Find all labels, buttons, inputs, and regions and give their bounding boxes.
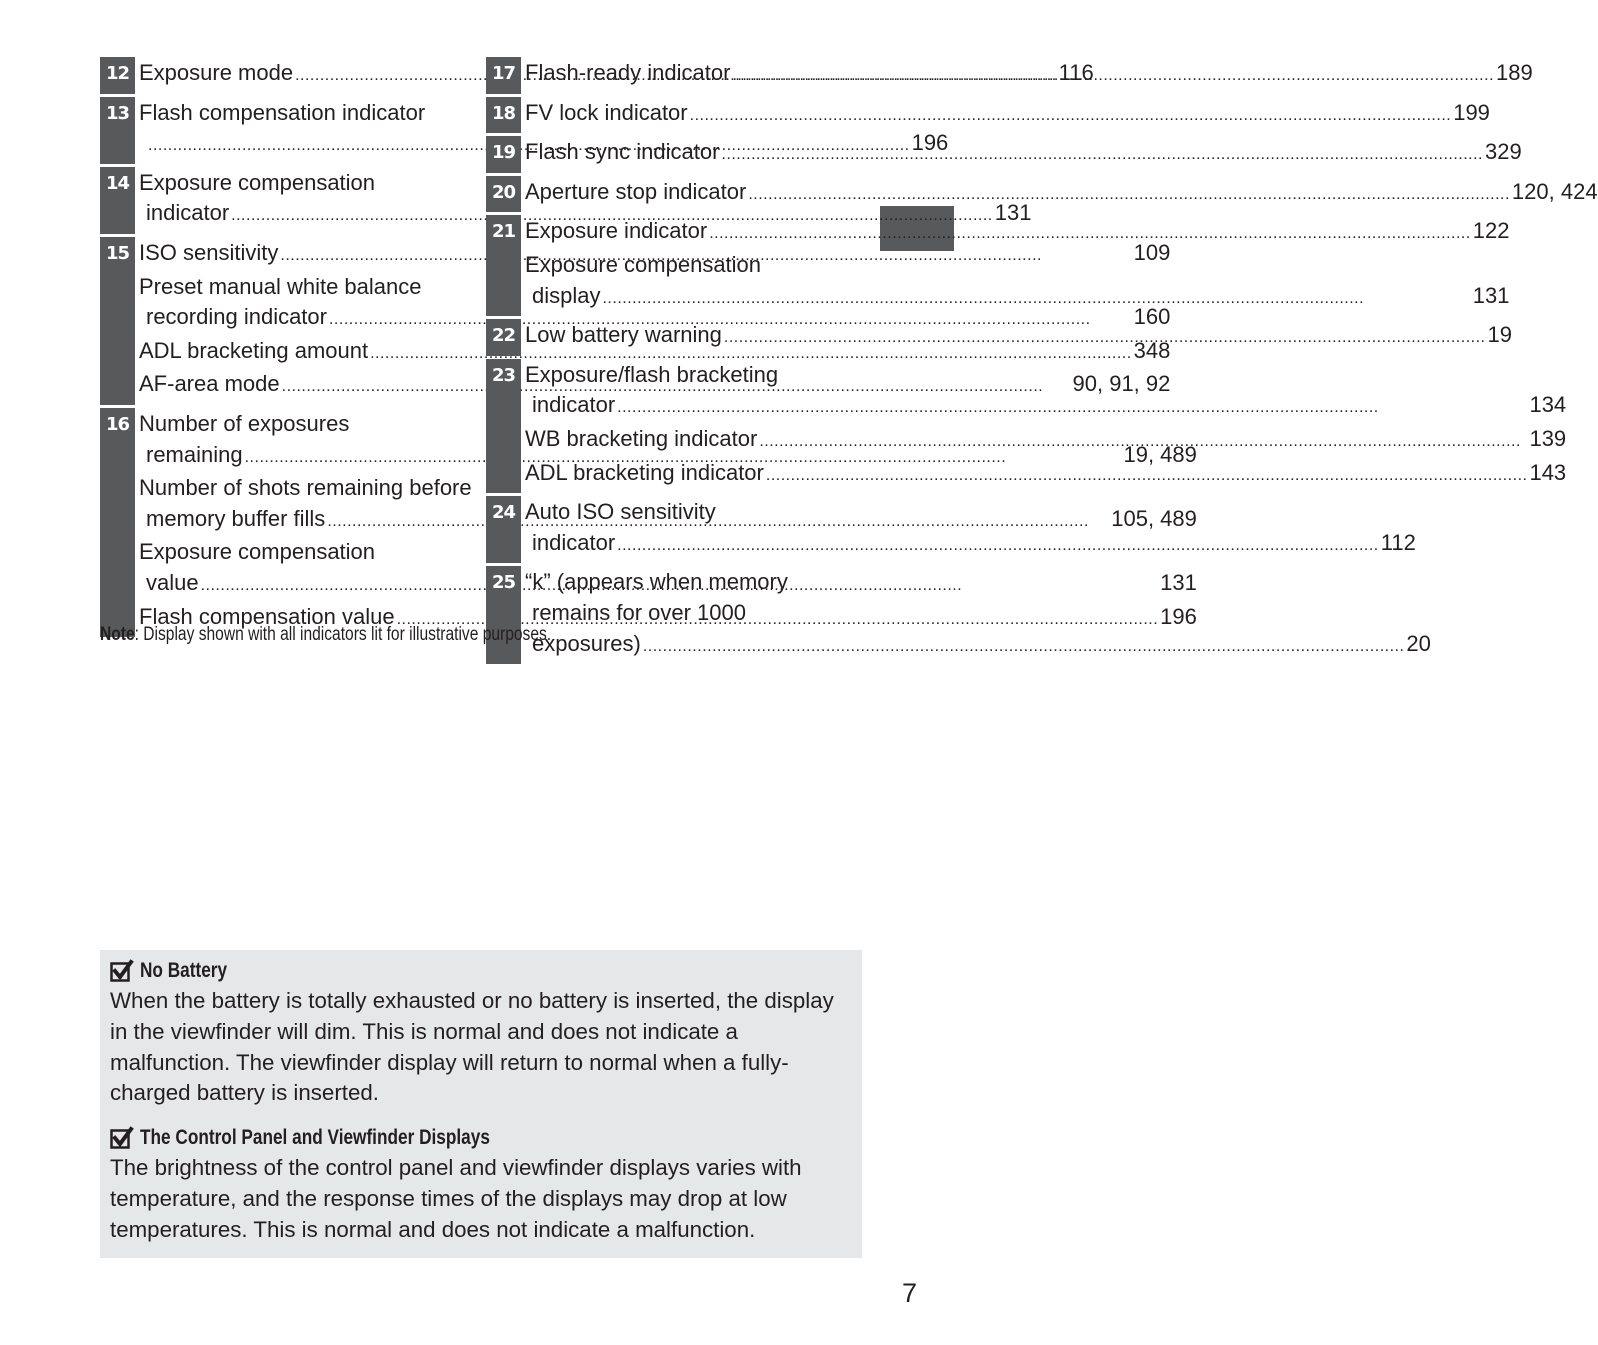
- page-reference: 160: [1133, 304, 1171, 330]
- legend-label: ADL bracketing amount: [139, 337, 369, 363]
- page-reference: 120, 424: [1511, 178, 1598, 204]
- legend-entry-lines: [521, 319, 1512, 356]
- callout-body: When the battery is totally exhausted or no battery is inserted, the display in the viewfinder will dim. This is normal and does not indicate a malfunction. The viewfinder display will return to normal when a fully-charged battery is inserted.: [110, 988, 834, 1106]
- note-label: Note: [100, 624, 135, 645]
- legend-entry: [486, 97, 1490, 134]
- legend-entry-lines: [521, 215, 1510, 316]
- legend-label: Aperture stop indicator: [525, 178, 747, 204]
- legend-label: Flash sync indicator: [525, 139, 720, 165]
- page-number: 7: [902, 1278, 918, 1308]
- page-reference: 20: [1406, 630, 1431, 656]
- callout-number-badge: 20: [486, 176, 521, 213]
- page-reference: 109: [1133, 239, 1171, 265]
- legend-line: [525, 320, 1512, 354]
- legend-label: Number of exposures: [139, 410, 350, 436]
- legend-line: [525, 98, 1490, 132]
- dot-leader: [617, 390, 1527, 424]
- callout-heading-displays: [110, 1123, 852, 1153]
- callout-number-badge: 14: [100, 167, 135, 234]
- legend-line: [525, 390, 1566, 424]
- legend-line: [525, 216, 1510, 250]
- dot-leader: [766, 458, 1528, 492]
- legend-line: [525, 177, 1598, 211]
- legend-label: ADL bracketing indicator: [525, 459, 764, 485]
- illustration-note: [100, 624, 551, 646]
- callout-number-badge: 18: [486, 97, 521, 134]
- legend-entry-lines: [521, 566, 1431, 664]
- callout-number-badge: 16: [100, 408, 135, 637]
- legend-label: Exposure mode: [139, 60, 294, 85]
- callout-box: [100, 950, 862, 1258]
- dot-leader: [759, 424, 1527, 458]
- legend-label: Exposure compensation: [139, 539, 376, 565]
- page-reference: 116: [1058, 60, 1094, 85]
- callout-number-badge: 15: [100, 237, 135, 405]
- legend-line: [525, 598, 1431, 629]
- page-reference: 105, 489: [1111, 505, 1197, 531]
- page-reference: 90, 91, 92: [1072, 371, 1171, 397]
- legend-label: indicator: [532, 529, 616, 555]
- note-text: : Display shown with all indicators lit for illustrative purposes.: [134, 624, 552, 645]
- page-reference: 143: [1529, 459, 1567, 485]
- callout-number-badge: 13: [100, 97, 135, 164]
- dot-leader: [643, 629, 1405, 663]
- callout-number-badge: 25: [486, 566, 521, 664]
- page-reference: 196: [911, 130, 949, 156]
- legend-label: Flash-ready indicator: [525, 60, 731, 85]
- legend-line: [525, 250, 1510, 281]
- legend-label: remaining: [146, 441, 243, 467]
- legend-entry-lines: [521, 359, 1566, 493]
- page-reference: 131: [1160, 569, 1197, 595]
- callout-number-badge: 22: [486, 319, 521, 356]
- callout-body: The brightness of the control panel and viewfinder displays varies with temperature, and the response times of the displays may drop at low temperatures. This is normal and does not indicate a malfunction.: [110, 1155, 802, 1242]
- page-reference: 348: [1133, 337, 1171, 363]
- legend-entry-lines: [521, 57, 1533, 94]
- legend-line: [525, 458, 1566, 492]
- dot-leader: [748, 177, 1510, 211]
- legend-label: Exposure compensation: [139, 169, 376, 195]
- dot-leader: [724, 320, 1486, 354]
- page-reference: 112: [1380, 529, 1416, 555]
- legend-entry-lines: [521, 176, 1598, 213]
- page-reference: 196: [1160, 603, 1197, 629]
- legend-label: Low battery warning: [525, 322, 722, 348]
- legend-label: “k” (appears when memory: [525, 569, 788, 595]
- dot-leader: [617, 528, 1379, 562]
- legend-label: display: [532, 282, 601, 308]
- legend-label: indicator: [146, 200, 230, 226]
- callout-number-badge: 21: [486, 215, 521, 316]
- legend-line: [525, 497, 1416, 528]
- legend-label: exposures): [532, 630, 641, 656]
- page-reference: 134: [1529, 392, 1567, 418]
- legend-label: indicator: [532, 392, 616, 418]
- legend-label: Number of shots remaining before: [139, 475, 472, 501]
- callout-heading-no-battery: [110, 956, 852, 986]
- page-reference: 19, 489: [1123, 441, 1197, 467]
- legend-label: recording indicator: [146, 304, 327, 330]
- legend-entry-lines: [521, 97, 1490, 134]
- legend-label: FV lock indicator: [525, 99, 688, 125]
- legend-line: [525, 528, 1416, 562]
- dot-leader: [602, 281, 1470, 315]
- dot-leader: [690, 98, 1452, 132]
- page-reference: 131: [994, 200, 1032, 226]
- legend-label: Exposure compensation: [525, 251, 762, 277]
- legend-entry-lines: [521, 136, 1522, 173]
- callout-title: No Battery: [140, 959, 228, 982]
- page-reference: 199: [1453, 99, 1490, 125]
- legend-label: Flash compensation indicator: [139, 99, 426, 125]
- callout-number-badge: 23: [486, 359, 521, 493]
- legend-label: ISO sensitivity: [139, 239, 279, 265]
- page-reference: 329: [1485, 139, 1522, 165]
- legend-label: memory buffer fills: [146, 505, 326, 531]
- legend-line: [525, 629, 1431, 663]
- page-reference: 19: [1487, 322, 1512, 348]
- legend-line: [525, 424, 1566, 458]
- page-reference: 139: [1529, 425, 1567, 451]
- dot-leader: [709, 216, 1471, 250]
- page-reference: 131: [1472, 282, 1510, 308]
- callout-number-badge: 12: [100, 57, 135, 94]
- dot-leader: [721, 137, 1483, 171]
- legend-line: [525, 281, 1510, 315]
- legend-label: Auto ISO sensitivity: [525, 499, 716, 525]
- callout-number-badge: 24: [486, 496, 521, 563]
- page-reference: 122: [1472, 218, 1510, 244]
- legend-line: [525, 137, 1522, 171]
- legend-label: AF-area mode: [139, 371, 280, 397]
- legend-label: value: [146, 569, 199, 595]
- legend-label: Preset manual white balance: [139, 273, 422, 299]
- legend-line: [525, 360, 1566, 391]
- dot-leader: [732, 58, 1494, 92]
- legend-entry-lines: [521, 496, 1416, 563]
- callout-number-badge: 19: [486, 136, 521, 173]
- legend-label: WB bracketing indicator: [525, 425, 758, 451]
- checkmark-icon: [110, 960, 132, 982]
- legend-label: Exposure/flash bracketing: [525, 361, 779, 387]
- checkmark-icon: [110, 1127, 132, 1149]
- legend-line: [525, 567, 1431, 598]
- callout-number-badge: 17: [486, 57, 521, 94]
- legend-label: Flash compensation value: [139, 603, 395, 629]
- callout-title: The Control Panel and Viewfinder Displays: [140, 1126, 490, 1150]
- legend-label: Exposure indicator: [525, 218, 708, 244]
- legend-label: remains for over 1000: [532, 599, 746, 625]
- page-reference: 189: [1496, 60, 1533, 85]
- legend-line: [525, 58, 1533, 92]
